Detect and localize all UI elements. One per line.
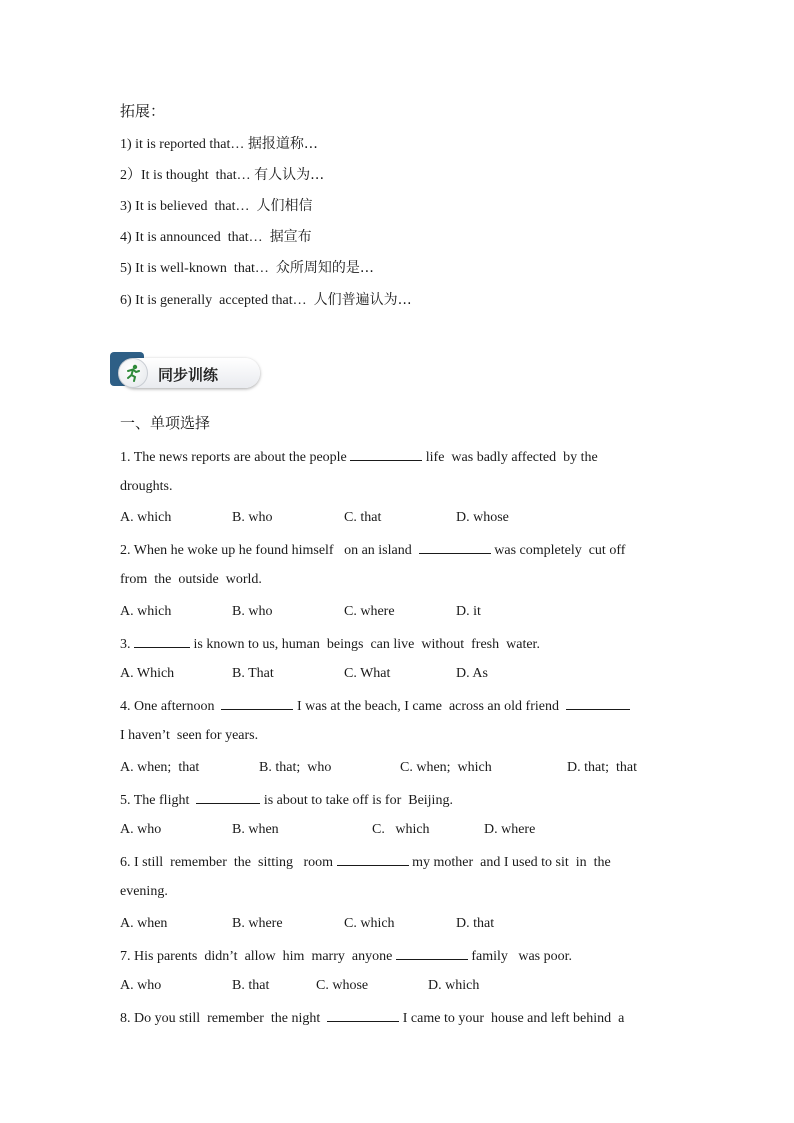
question-1-cont: droughts. (120, 479, 173, 494)
option: A. when; that (120, 760, 200, 775)
answer-blank (566, 696, 630, 710)
question-4-cont: I haven’t seen for years. (120, 728, 259, 743)
answer-blank (221, 696, 293, 710)
option: B. when (232, 822, 279, 837)
option: D. As (456, 666, 488, 681)
answer-blank (134, 634, 190, 648)
option: B. That (232, 666, 274, 681)
answer-blank (327, 1008, 399, 1022)
section-banner (110, 352, 262, 392)
question-1: 1. The news reports are about the people life was badly affected by the (120, 447, 598, 467)
option: B. where (232, 916, 283, 931)
question-2: 2. When he woke up he found himself on an island was completely cut off (120, 540, 625, 560)
question-3: 3. is known to us, human beings can live without fresh water. (120, 634, 540, 654)
option: C. which (372, 822, 430, 837)
option: D. where (484, 822, 536, 837)
question-7: 7. His parents didn’t allow him marry anyone family was poor. (120, 946, 572, 966)
question-6: 6. I still remember the sitting room my mother and I used to sit in the (120, 852, 611, 872)
option: C. What (344, 666, 391, 681)
extension-item: 5) It is well-known that… 众所周知的是… (120, 260, 374, 276)
section-title: 同步训练 (158, 366, 219, 384)
option: D. that (456, 916, 495, 931)
answer-blank (196, 790, 260, 804)
answer-blank (350, 447, 422, 461)
option: D. that; that (567, 760, 637, 775)
option: A. Which (120, 666, 175, 681)
question-5: 5. The flight is about to take off is for Beijing. (120, 790, 453, 810)
extension-item: 2）It is thought that… 有人认为… (120, 167, 325, 183)
option: D. which (428, 978, 480, 993)
option: D. whose (456, 510, 509, 525)
answer-blank (419, 540, 491, 554)
option: C. which (344, 916, 395, 931)
runner-icon (118, 358, 148, 388)
question-4: 4. One afternoon I was at the beach, I came across an old friend (120, 696, 630, 716)
option: B. who (232, 510, 273, 525)
extension-heading: 拓展： (120, 102, 166, 120)
option: B. who (232, 604, 273, 619)
question-6-cont: evening. (120, 884, 168, 899)
answer-blank (396, 946, 468, 960)
extension-item: 1) it is reported that… 据报道称… (120, 136, 318, 152)
extension-item: 3) It is believed that… 人们相信 (120, 198, 313, 214)
option: A. which (120, 604, 172, 619)
option: B. that; who (259, 760, 332, 775)
option: A. which (120, 510, 172, 525)
option: C. that (344, 510, 382, 525)
question-2-cont: from the outside world. (120, 572, 262, 587)
option: C. where (344, 604, 395, 619)
section-subheading: 一、单项选择 (120, 414, 211, 432)
option: A. who (120, 822, 162, 837)
extension-item: 4) It is announced that… 据宣布 (120, 229, 312, 245)
option: A. who (120, 978, 162, 993)
option: B. that (232, 978, 270, 993)
option: D. it (456, 604, 481, 619)
option: C. whose (316, 978, 369, 993)
option: A. when (120, 916, 168, 931)
answer-blank (337, 852, 409, 866)
extension-item: 6) It is generally accepted that… 人们普遍认为… (120, 292, 412, 308)
question-8: 8. Do you still remember the night I came to your house and left behind a (120, 1008, 624, 1028)
option: C. when; which (400, 760, 492, 775)
